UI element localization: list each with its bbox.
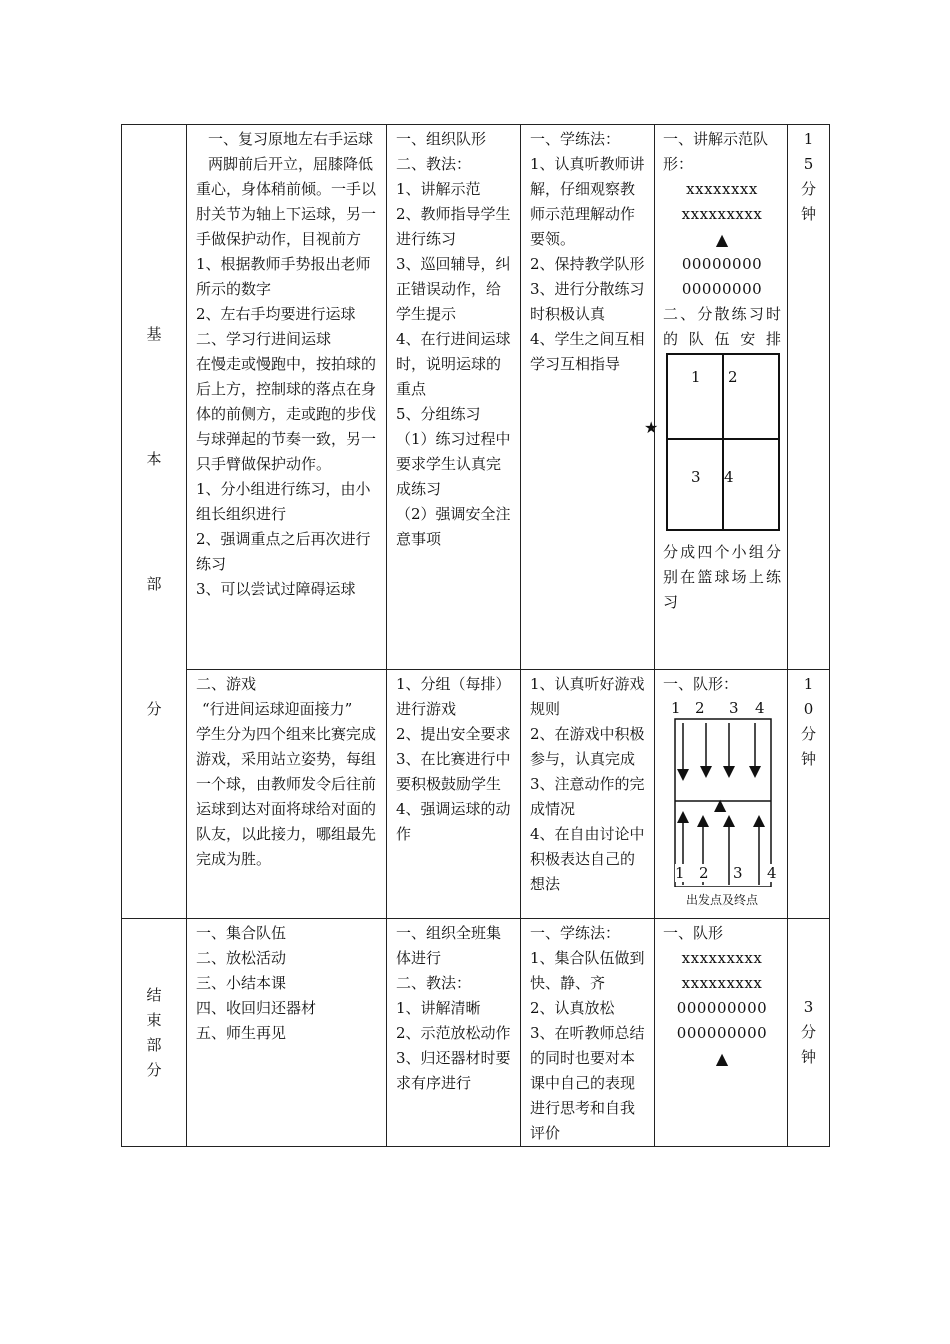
section-basic-label	[122, 125, 187, 919]
content-cell	[187, 125, 387, 670]
formation-title: 一、队形：	[663, 675, 739, 693]
section-char: 基	[146, 324, 162, 343]
teacher-text: （1）练习过程中要求学生认真完成练习	[396, 430, 511, 498]
teacher-text: 4、在行进间运球时，说明运球的重点	[396, 330, 511, 398]
student-text: 3、注意动作的完成情况	[530, 775, 645, 818]
content-text: 三、小结本课	[196, 974, 287, 992]
formation-row-x: xxxxxxxx	[686, 180, 758, 198]
teacher-cell	[387, 125, 521, 670]
content-cell	[187, 670, 387, 919]
section-char: 本	[146, 449, 162, 468]
grid-number: 4	[724, 468, 734, 486]
teacher-text: 3、归还器材时要求有序进行	[396, 1049, 511, 1092]
lane-number: 1	[675, 864, 685, 882]
content-text: 3、可以尝试过障碍运球	[196, 580, 356, 598]
formation-cell	[655, 919, 788, 1147]
student-text: 3、在听教师总结的同时也要对本课中自己的表现进行思考和自我评价	[530, 1024, 645, 1142]
student-text: 一、学练法：	[530, 924, 621, 942]
teacher-text: 1、分组（每排）进行游戏	[396, 675, 511, 718]
student-text: 2、在游戏中积极参与，认真完成	[530, 725, 645, 768]
lane-number: 2	[699, 864, 709, 882]
section-end-label	[122, 919, 187, 1147]
teacher-triangle-icon: ▲	[715, 230, 729, 249]
content-text: 两脚前后开立，屈膝降低重心，身体稍前倾。一手以肘关节为轴上下运球，另一手做保护动作，目视前方	[196, 155, 377, 248]
teacher-text: 一、组织队形	[396, 130, 487, 148]
student-text: 3、进行分散练习时积极认真	[530, 280, 645, 323]
teacher-text: 1、讲解示范	[396, 180, 481, 198]
student-text: 2、认真放松	[530, 999, 615, 1017]
student-text: 一、学练法：	[530, 130, 621, 148]
time-value: 3分钟	[800, 998, 816, 1066]
content-heading: 一、复习原地左右手运球	[208, 130, 374, 148]
time-value: 15分钟	[800, 130, 816, 223]
formation-cell	[655, 670, 788, 919]
formation-row-x: xxxxxxxxx	[681, 205, 763, 223]
formation-row-o: 00000000	[681, 280, 763, 298]
formation-row-o: 000000000	[676, 1024, 768, 1042]
section-char: 结	[146, 985, 162, 1004]
time-cell	[788, 919, 830, 1147]
table-row	[122, 670, 830, 919]
content-text: 1、根据教师手势报出老师所示的数字	[196, 255, 371, 298]
content-heading: 二、学习行进间运球	[196, 330, 332, 348]
student-cell	[521, 670, 655, 919]
teacher-text: 2、示范放松动作	[396, 1024, 511, 1042]
lane-number: 4	[767, 864, 777, 882]
teacher-triangle-icon: ▲	[714, 795, 727, 814]
formation-title: 一、队形	[663, 924, 724, 942]
student-text: 1、认真听教师讲解，仔细观察教师示范理解动作要领。	[530, 155, 645, 248]
teacher-text: 一、组织全班集体进行	[396, 924, 502, 967]
table-row	[122, 125, 830, 670]
content-text: 四、收回归还器材	[196, 999, 317, 1017]
teacher-text: 2、提出安全要求	[396, 725, 511, 743]
student-cell	[521, 125, 655, 670]
student-text: 2、保持教学队形	[530, 255, 645, 273]
time-cell	[788, 670, 830, 919]
lane-number: 4	[755, 699, 765, 717]
section-char: 分	[146, 1060, 162, 1079]
student-text: 4、学生之间互相学习互相指导	[530, 330, 645, 373]
lane-number: 1	[671, 699, 681, 717]
section-char: 束	[146, 1010, 162, 1029]
teacher-text: 3、巡回辅导，纠正错误动作，给学生提示	[396, 255, 511, 323]
teacher-text: 5、分组练习	[396, 405, 481, 423]
content-text: 一、集合队伍	[196, 924, 287, 942]
teacher-text: 2、教师指导学生进行练习	[396, 205, 511, 248]
content-text: 五、师生再见	[196, 1024, 287, 1042]
formation-title: 二、分散练习时的队伍安排	[663, 305, 781, 348]
court-grid-diagram	[644, 352, 781, 542]
lesson-plan-table	[121, 124, 830, 1147]
teacher-text: 4、强调运球的动作	[396, 800, 511, 843]
teacher-triangle-icon: ▲	[715, 1049, 729, 1068]
formation-row-o: 00000000	[681, 255, 763, 273]
table-row	[122, 919, 830, 1147]
teacher-cell	[387, 919, 521, 1147]
content-text: 2、强调重点之后再次进行练习	[196, 530, 371, 573]
grid-number: 3	[691, 468, 701, 486]
section-char: 部	[146, 1035, 162, 1054]
time-value: 10分钟	[800, 675, 816, 768]
content-text: “行进间运球迎面接力”	[202, 700, 353, 718]
relay-diagram	[663, 697, 781, 885]
teacher-text: 1、讲解清晰	[396, 999, 481, 1017]
content-text: 学生分为四个组来比赛完成游戏，采用站立姿势，每组一个球，由教师发令后往前运球到达对面将球给对面的队友，以此接力，哪组最先完成为胜。	[196, 725, 377, 868]
content-text: 1、分小组进行练习，由小组长组织进行	[196, 480, 371, 523]
teacher-text: （2）强调安全注意事项	[396, 505, 511, 548]
student-cell	[521, 919, 655, 1147]
content-text: 在慢走或慢跑中，按拍球的后上方，控制球的落点在身体的前侧方，走或跑的步伐与球弹起的节奏一致，另一只手臂做保护动作。	[196, 355, 377, 473]
grid-number: 2	[728, 368, 738, 386]
lane-number: 2	[695, 699, 705, 717]
content-cell	[187, 919, 387, 1147]
teacher-star-icon: ★	[644, 418, 659, 437]
student-text: 1、认真听好游戏规则	[530, 675, 645, 718]
teacher-text: 二、教法：	[396, 155, 472, 173]
teacher-text: 3、在比赛进行中要积极鼓励学生	[396, 750, 511, 793]
content-heading: 二、游戏	[196, 675, 257, 693]
formation-row-x: xxxxxxxxx	[681, 974, 763, 992]
student-text: 4、在自由讨论中积极表达自己的想法	[530, 825, 645, 893]
content-text: 2、左右手均要进行运球	[196, 305, 356, 323]
formation-row-o: 000000000	[676, 999, 768, 1017]
formation-cell	[644, 125, 788, 670]
lane-number: 3	[729, 699, 739, 717]
formation-row-x: xxxxxxxxx	[681, 949, 763, 967]
section-char: 分	[146, 699, 162, 718]
relay-caption: 出发点及终点	[685, 893, 758, 907]
student-text: 1、集合队伍做到快、静、齐	[530, 949, 645, 992]
content-text: 二、放松活动	[196, 949, 287, 967]
section-char: 部	[146, 574, 162, 593]
grid-number: 1	[691, 368, 701, 386]
formation-title: 一、讲解示范队形：	[663, 130, 769, 173]
lane-number: 3	[733, 864, 743, 882]
formation-note: 分成四个小组分别在篮球场上练习	[663, 543, 781, 611]
teacher-cell	[387, 670, 521, 919]
teacher-text: 二、教法：	[396, 974, 472, 992]
